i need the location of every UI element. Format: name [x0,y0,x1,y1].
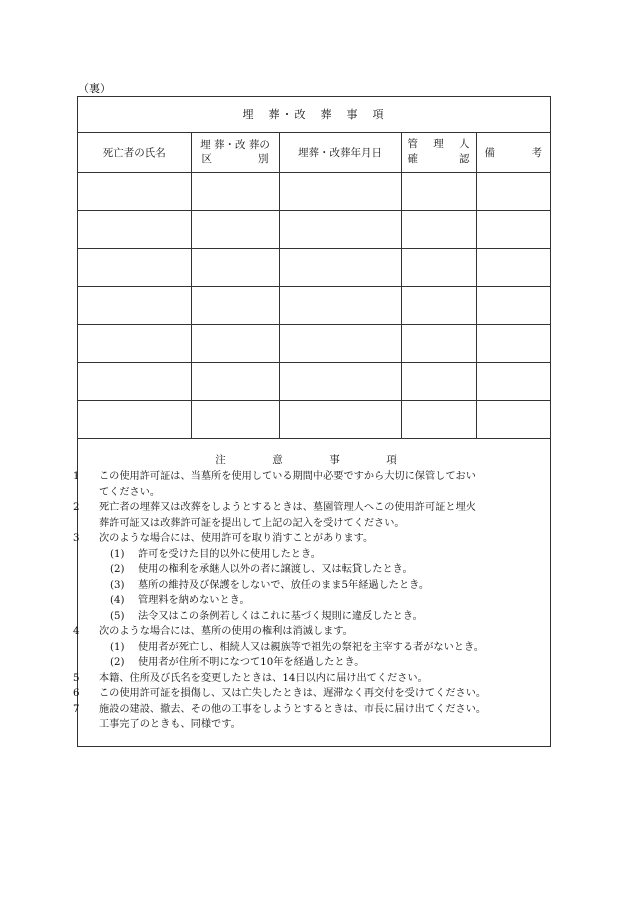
header-manager-confirm [401,133,476,172]
note-item [73,686,544,702]
table-cell [401,210,476,248]
note-text: 死亡者の埋葬又は改葬をしようとするときは、墓園管理人へこの使用許可証と埋火 [99,502,476,513]
table-cell [476,248,550,286]
notes-list [73,469,544,733]
note-number: 6 [73,688,80,699]
table-cell [401,362,476,400]
note-subitem-text: 使用者が死亡し、相続人又は親族等で祖先の祭祀を主宰する者がないとき。 [138,641,484,653]
note-number: 7 [73,703,80,715]
note-subitem [86,547,544,563]
table-cell [279,172,401,210]
table-cell [279,362,401,400]
notes-section [73,439,550,733]
table-cell [191,210,279,248]
note-subitem [86,578,544,594]
notes-title: 注 意 事 項 [215,453,415,466]
note-number: 4 [73,626,80,637]
note-text: 施設の建設、撤去、その他の工事をしようとするときは、市長に届け出てください。 [99,703,487,715]
table-cell [191,248,279,286]
table-cell [476,210,550,248]
document-frame [73,96,551,747]
note-subitem-number: (1) [110,641,125,653]
table-row [78,286,550,324]
header-manager-line2: 確 認 [407,153,470,166]
table-cell [401,286,476,324]
note-text: てください。 [99,486,161,498]
header-date: 埋葬・改葬年月日 [279,133,401,172]
note-item [73,671,544,687]
table-title: 埋 葬・改 葬 事 項 [78,97,550,133]
note-subitem [86,640,544,656]
header-category [191,133,279,172]
table-cell [191,400,279,438]
note-number: 2 [73,502,80,513]
table-cell [279,248,401,286]
table-cell [191,324,279,362]
table-cell [476,400,550,438]
note-item [73,469,544,500]
table-cell [476,172,550,210]
table-cell [279,400,401,438]
note-subitem-number: (4) [110,595,125,606]
table-cell [78,248,191,286]
table-cell [401,400,476,438]
note-subitem-number: (1) [110,548,125,560]
note-subitem-text: 管理料を納めないとき。 [138,595,250,606]
table-row [78,324,550,362]
table-cell [476,324,550,362]
note-number: 3 [73,533,80,544]
note-subitem-number: (2) [110,564,125,575]
note-text: この使用許可証は、当墓所を使用している期間中必要ですから大切に保管しておい [99,471,476,482]
reverse-side-label: （裏） [78,82,111,95]
header-category-line2: 区 別 [201,153,269,166]
header-deceased-name: 死亡者の氏名 [78,133,191,172]
table-row [78,210,550,248]
note-number: 1 [73,471,80,482]
table-cell [191,362,279,400]
table-cell [279,286,401,324]
note-subitem-number: (5) [110,610,125,622]
note-item [73,531,544,547]
note-subitem [86,593,544,609]
note-subitem-text: 使用の権利を承継人以外の者に譲渡し、又は転貸したとき。 [138,564,413,575]
burial-record-table [78,133,550,439]
table-row [78,362,550,400]
note-number: 5 [73,672,80,684]
header-remarks [476,133,550,172]
table-cell [279,210,401,248]
table-cell [191,172,279,210]
table-header-row [78,133,550,172]
table-cell [401,172,476,210]
header-manager-line1: 管 理 人 [407,138,470,151]
note-subitem [86,609,544,625]
note-text: 次のような場合には、墓所の使用の権利は消滅します。 [99,626,353,637]
table-cell [78,400,191,438]
table-cell [78,324,191,362]
table-row [78,400,550,438]
note-text: 次のような場合には、使用許可を取り消すことがあります。 [99,533,374,544]
table-row [78,248,550,286]
note-text: この使用許可証を損傷し、又は亡失したときは、遅滞なく再交付を受けてください。 [99,688,487,699]
note-item [73,624,544,640]
note-subitem [86,655,544,671]
note-subitem [86,562,544,578]
table-cell [401,324,476,362]
note-subitem-text: 墓所の維持及び保護をしないで、放任のまま5年経過したとき。 [138,579,430,591]
note-subitem-text: 許可を受けた目的以外に使用したとき。 [138,548,321,560]
table-cell [78,210,191,248]
header-remarks-label: 備 考 [484,146,542,159]
table-cell [279,324,401,362]
note-text: 工事完了のときも、同様です。 [99,719,241,730]
table-cell [476,362,550,400]
table-cell [78,286,191,324]
table-cell [78,362,191,400]
table-row [78,172,550,210]
note-text: 本籍、住所及び氏名を変更したときは、14日以内に届け出てください。 [99,672,428,684]
header-category-line1: 埋 葬・改 葬の [200,139,270,152]
note-subitem-number: (2) [110,657,125,668]
table-cell [401,248,476,286]
table-cell [191,286,279,324]
note-subitem-text: 使用者が住所不明になつて10年を経過したとき。 [138,657,365,668]
note-item [73,702,544,733]
note-item [73,500,544,531]
note-subitem-number: (3) [110,579,125,591]
table-cell [78,172,191,210]
note-text: 葬許可証又は改葬許可証を提出して上記の記入を受けてください。 [99,517,405,529]
note-subitem-text: 法令又はこの条例若しくはこれに基づく規則に違反したとき。 [138,610,423,622]
table-cell [476,286,550,324]
